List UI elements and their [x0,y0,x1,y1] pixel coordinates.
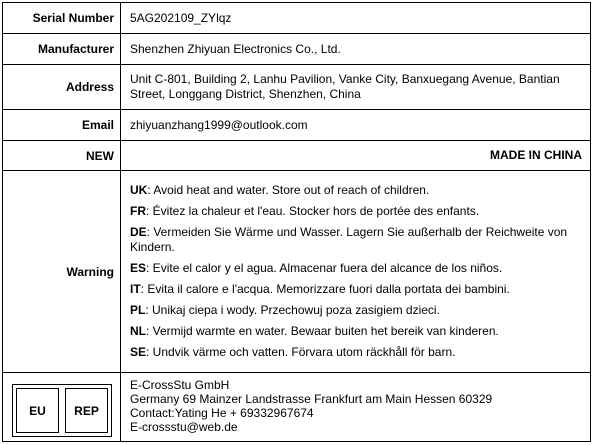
serial-label: Serial Number [3,3,121,33]
warning-item-uk: UK: Avoid heat and water. Store out of reach of children. [130,183,430,197]
warning-list [121,171,590,372]
warning-item-nl: NL: Vermijd warmte en water. Bewaar buiten het bereik van kinderen. [130,324,499,338]
address-label: Address [3,65,121,109]
warning-item-it: IT: Evita il calore e l'acqua. Memorizzare fuori dalla portata dei bambini. [130,282,510,296]
rep-box: REP [65,388,108,433]
manufacturer-row [3,34,590,65]
email-value: zhiyuanzhang1999@outlook.com [130,117,308,132]
email-label: Email [3,110,121,140]
manufacturer-value: Shenzhen Zhiyuan Electronics Co., Ltd. [130,41,341,56]
warning-item-es: ES: Evite el calor y el agua. Almacenar fuera del alcance de los niños. [130,261,503,275]
status-row [3,141,590,171]
serial-value: 5AG202109_ZYlqz [130,10,232,25]
rep-address: Germany 69 Mainzer Landstrasse Frankfurt am Main Hessen 60329 [130,392,493,406]
condition-label: NEW [3,141,121,170]
address-row [3,65,590,110]
rep-contact: Contact:Yating He + 69332967674 [130,406,314,420]
address-value: Unit C-801, Building 2, Lanhu Pavilion, Vanke City, Banxuegang Avenue, Bantian Street, Longgang District, Shenzhen, China [130,72,560,101]
eu-rep-info [121,378,590,434]
email-row [3,110,590,141]
warning-item-de: DE: Vermeiden Sie Wärme und Wasser. Lagern Sie außerhalb der Reichweite von Kindern. [130,225,568,254]
rep-company: E-CrossStu GmbH [130,378,230,392]
eu-rep-row [3,373,590,441]
warning-item-pl: PL: Unikaj ciepa i wody. Przechowuj poza zasigiem dzieci. [130,303,440,317]
eu-rep-symbol [12,384,112,437]
warning-row [3,171,590,373]
eu-rep-symbol-cell [3,373,121,441]
manufacturer-label: Manufacturer [3,34,121,64]
origin-value: MADE IN CHINA [490,148,582,162]
rep-email: E-crossstu@web.de [130,420,238,434]
serial-row [3,3,590,34]
product-label-table [2,2,591,442]
warning-label: Warning [3,171,121,372]
warning-item-se: SE: Undvik värme och vatten. Förvara utom räckhåll för barn. [130,345,456,359]
eu-box: EU [16,388,59,433]
warning-item-fr: FR: Évitez la chaleur et l'eau. Stocker hors de portée des enfants. [130,204,480,218]
